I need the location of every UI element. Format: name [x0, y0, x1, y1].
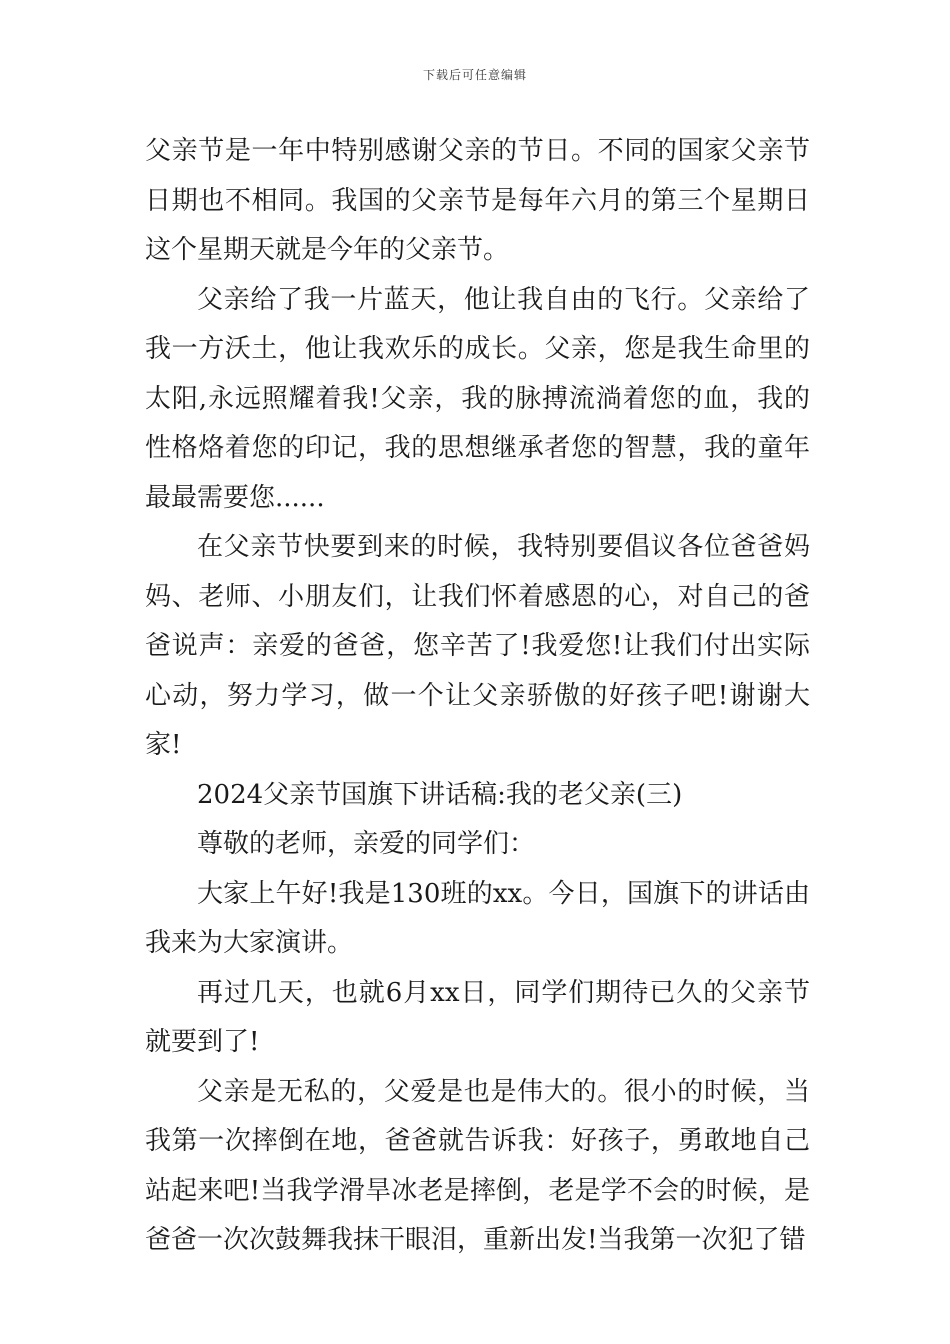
paragraph-greeting: 尊敬的老师，亲爱的同学们：: [197, 829, 536, 859]
page-header-note: 下载后可任意编辑: [422, 68, 527, 82]
paragraph-self-intro: 大家上午好!我是130班的xx。今日，国旗下的讲话由我来为大家演讲。: [145, 878, 810, 958]
paragraph-proposal: 在父亲节快要到来的时候，我特别要倡议各位爸爸妈妈、老师、小朋友们，让我们怀着感恩的心，对自己的爸爸说声：亲爱的爸爸，您辛苦了!我爱您!让我们付出实际心动，努力学习，做一个让父亲骄傲的好孩子吧!谢谢大家!: [145, 532, 810, 760]
section-title: 2024父亲节国旗下讲话稿:我的老父亲(三): [197, 779, 683, 810]
paragraph-fathers-day-soon: 再过几天，也就6月xx日，同学们期待已久的父亲节就要到了!: [145, 977, 810, 1057]
paragraph-selfless-father: 父亲是无私的，父爱是也是伟大的。很小的时候，当我第一次摔倒在地，爸爸就告诉我：好孩子，勇敢地自己站起来吧!当我学滑旱冰老是摔倒，老是学不会的时候，是爸爸一次次鼓舞我抹干眼泪，重新出发!当我第一次犯了错: [145, 1076, 810, 1255]
document-body: [145, 127, 810, 1266]
paragraph-father-gave: 父亲给了我一片蓝天，他让我自由的飞行。父亲给了我一方沃土，他让我欢乐的成长。父亲，您是我生命里的太阳,永远照耀着我!父亲，我的脉搏流淌着您的血，我的性格烙着您的印记，我的思想继承者您的智慧，我的童年最最需要您......: [145, 284, 810, 513]
paragraph-intro: 父亲节是一年中特别感谢父亲的节日。不同的国家父亲节日期也不相同。我国的父亲节是每年六月的第三个星期日这个星期天就是今年的父亲节。: [145, 136, 810, 265]
